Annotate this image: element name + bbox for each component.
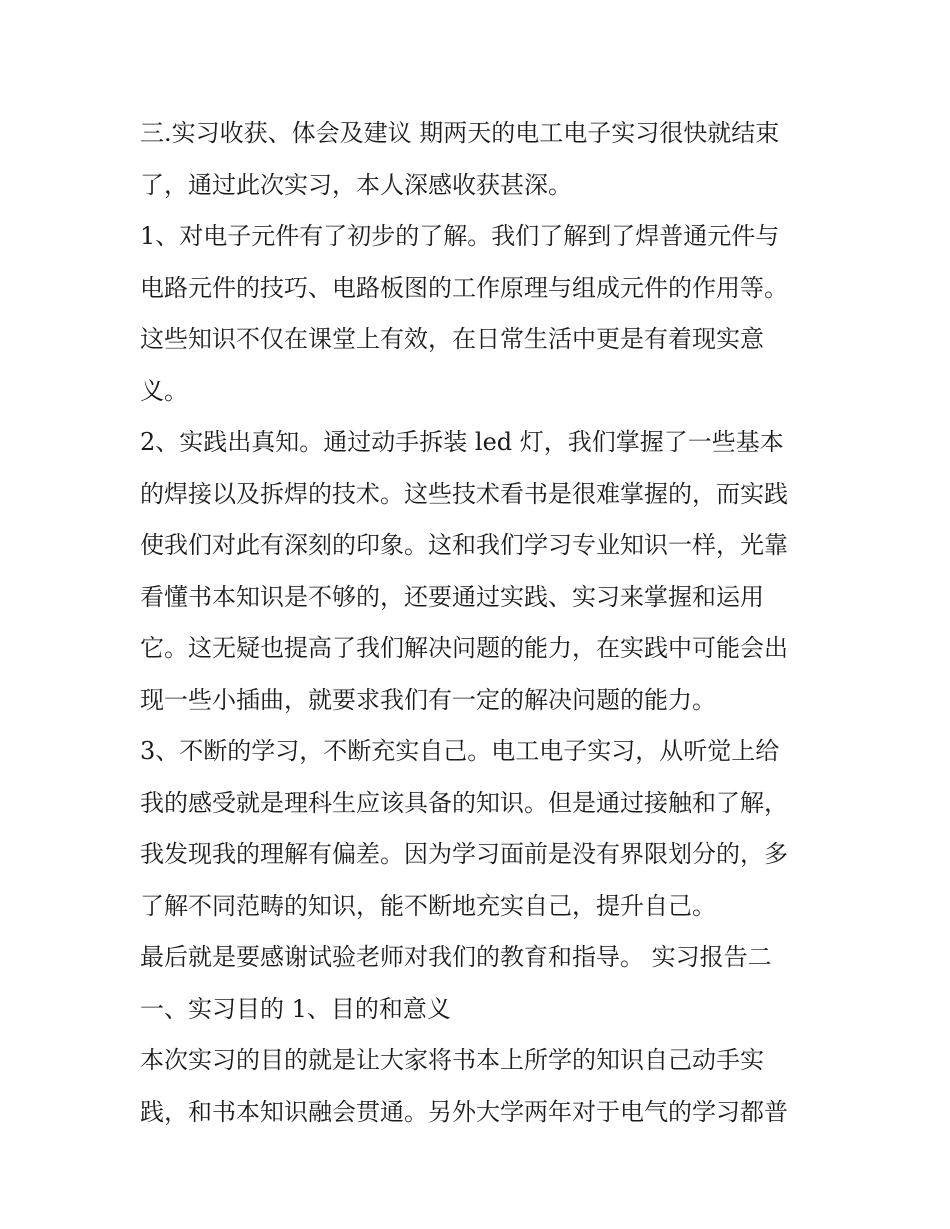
text-line: 的焊接以及拆焊的技术。这些技术看书是很难掌握的，而实践 bbox=[140, 479, 788, 508]
text-line: 2、实践出真知。通过动手拆装 led 灯，我们掌握了一些基本 bbox=[140, 428, 784, 456]
text-line: 最后就是要感谢试验老师对我们的教育和指导。 实习报告二 bbox=[140, 943, 772, 971]
text-line: 1、对电子元件有了初步的了解。我们了解到了焊普通元件与 bbox=[140, 222, 780, 250]
text-line: 了，通过此次实习，本人深感收获甚深。 bbox=[140, 170, 572, 199]
text-line: 看懂书本知识是不够的，还要通过实践、实习来掌握和运用 bbox=[140, 582, 764, 611]
text-line: 践，和书本知识融会贯通。另外大学两年对于电气的学习都普 bbox=[140, 1097, 788, 1126]
text-line: 我的感受就是理科生应该具备的知识。但是通过接触和了解， bbox=[140, 788, 788, 817]
text-line: 本次实习的目的就是让大家将书本上所学的知识自己动手实 bbox=[140, 1046, 764, 1074]
text-line: 一、实习目的 1、目的和意义 bbox=[140, 994, 451, 1023]
text-line: 三.实习收获、体会及建议 期两天的电工电子实习很快就结束 bbox=[140, 119, 780, 147]
text-line: 3、不断的学习，不断充实自己。电工电子实习，从听觉上给 bbox=[140, 737, 780, 765]
text-line: 我发现我的理解有偏差。因为学习面前是没有界限划分的，多 bbox=[140, 840, 788, 868]
text-line: 义。 bbox=[140, 376, 188, 405]
text-line: 这些知识不仅在课堂上有效，在日常生活中更是有着现实意 bbox=[140, 325, 764, 353]
body-text bbox=[140, 108, 820, 1138]
text-line: 电路元件的技巧、电路板图的工作原理与组成元件的作用等。 bbox=[140, 273, 788, 302]
text-line: 它。这无疑也提高了我们解决问题的能力，在实践中可能会出 bbox=[140, 634, 788, 662]
text-line: 现一些小插曲，就要求我们有一定的解决问题的能力。 bbox=[140, 685, 716, 714]
text-line: 了解不同范畴的知识，能不断地充实自己，提升自己。 bbox=[140, 891, 716, 920]
text-line: 使我们对此有深刻的印象。这和我们学习专业知识一样，光靠 bbox=[140, 531, 788, 559]
